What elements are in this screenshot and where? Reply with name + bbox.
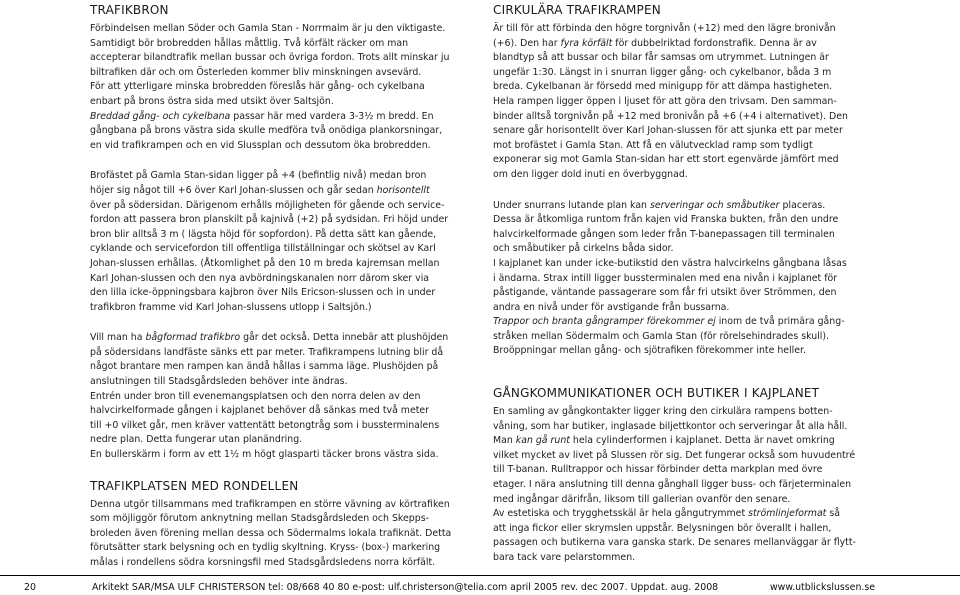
section-brofastet xyxy=(90,169,458,315)
text-line: Förbindelsen mellan Söder och Gamla Stan - Norrmalm är ju den viktigaste. xyxy=(90,23,446,34)
text-line: Samtidigt bör brobredden hållas måttlig. Två körfält räcker om man xyxy=(90,37,409,49)
text-line: på södersidans landfäste sänks ett par meter. Trafikrampens lutning blir då xyxy=(90,346,444,358)
footer-divider xyxy=(0,575,960,576)
text-line: ungefär 1:30. Längst in i snurran ligger gång- och cykelbanor, båda 3 m xyxy=(493,66,832,78)
text-line: över på södersidan. Därigenom erhålls möjligheten för gående och service- xyxy=(90,199,445,211)
section-snurran xyxy=(493,199,865,360)
section-trafikplatsen xyxy=(90,498,458,571)
text-span: Under snurrans lutande plan kan xyxy=(493,199,650,211)
text-line: att inga fickor eller skrymslen uppstår. Belysningen bör överallt i hallen, xyxy=(493,522,832,534)
text-span: går det också. Detta innebär att plushöjden xyxy=(240,332,449,344)
text-line: och småbutiker på cirkelns båda sidor. xyxy=(493,243,674,255)
text-line: Brofästet på Gamla Stan-sidan ligger på +4 (befintlig nivå) medan bron xyxy=(90,170,427,182)
text-span: inom de två primära gång- xyxy=(715,316,845,328)
text-span: hela cylinderformen i kajplanet. Detta är navet omkring xyxy=(569,435,835,447)
text-line: breda. Cykelbanan är försedd med minigupp för att dämpa hastigheten. xyxy=(493,81,833,93)
text-line: biltrafiken där och om Österleden kommer bliv minskningen avsevärd. xyxy=(90,66,422,78)
text-line: gångbana på brons västra sida skulle medföra två onödiga plankorsningar, xyxy=(90,125,443,137)
text-line: Denna utgör tillsammans med trafikrampen en större vävning av körtrafiken xyxy=(90,498,450,510)
text-span: för dubbelriktad fordonstrafik. Denna är av xyxy=(612,37,817,49)
text-line: som möjliggör förutom anknytning mellan Stadsgårdsleden och Skepps- xyxy=(90,513,429,525)
italic-text: strömlinjeformat xyxy=(748,508,827,520)
text-line: trafikbron framme vid Karl Johan-slussens utlopp i Saltsjön.) xyxy=(90,301,372,313)
text-span: Vill man ha xyxy=(90,332,146,344)
text-line xyxy=(493,199,865,214)
text-line xyxy=(493,507,865,522)
text-line xyxy=(90,331,458,346)
text-line: våning, som har butiker, inglasade biljettkontor och serveringar åt alla håll. xyxy=(493,420,848,432)
text-line: Johan-slussen erhållas. (Åtkomlighet på den 10 m breda kajremsan mellan xyxy=(90,257,440,269)
text-span: (+6). Den har xyxy=(493,37,561,49)
text-line: till T-banan. Rulltrappor och hissar förbinder detta markplan med övre xyxy=(493,464,823,476)
text-line: förutsätter stark belysning och en tydlig skyltning. Kryss- (box-) markering xyxy=(90,542,441,554)
text-line: blandtyp så att bussar och bilar får samsas om utrymmet. Lutningen är xyxy=(493,52,829,64)
heading-cirkulara-trafikrampen: CIRKULÄRA TRAFIKRAMPEN xyxy=(493,3,661,17)
text-line: den lilla icke-öppningsbara kajbron över Nils Ericson-slussen och in under xyxy=(90,287,436,299)
text-line: Hela rampen ligger öppen i ljuset för att göra den trivsam. Den samman- xyxy=(493,95,837,107)
italic-text: horisontellt xyxy=(376,184,430,196)
text-line: stråken mellan Södermalm och Gamla Stan (för rörelsehindrades skull). xyxy=(493,330,830,342)
text-line xyxy=(493,434,865,449)
italic-text: fyra körfält xyxy=(560,37,613,49)
text-line: vilket mycket av livet på Slussen rör sig. Det fungerar också som huvudentré xyxy=(493,449,856,461)
text-line: etager. I nära anslutning till denna gånghall ligger buss- och färjeterminalen xyxy=(493,479,852,491)
text-line xyxy=(493,315,865,330)
text-line: accepterar bilandtrafik mellan bussar och övriga fordon. Trots allt minskar ju xyxy=(90,52,450,64)
section-gangkommunikationer xyxy=(493,405,865,566)
right-column xyxy=(493,0,865,566)
italic-text: bågformad trafikbro xyxy=(145,332,241,344)
text-span: höjer sig något till +6 över Karl Johan-slussen och går sedan xyxy=(90,184,377,196)
text-line: mot brofästet i Gamla Stan. Att få en välutvecklad ramp som tydligt xyxy=(493,139,813,151)
italic-text: kan gå runt xyxy=(515,435,570,447)
text-line: Är till för att förbinda den högre torgnivån (+12) med den lägre bronivån xyxy=(493,23,836,34)
footer-contact-info: Arkitekt SAR/MSA ULF CHRISTERSON tel: 08/668 40 80 e-post: ulf.christerson@telia.com april 2005 rev. dec 2007. Uppdat. aug. 2008 xyxy=(92,582,719,593)
text-line: senare går horisontellt över Karl Johan-slussen för att sjunka ett par meter xyxy=(493,125,843,137)
text-line: Broöppningar mellan gång- och sjötrafiken förekommer inte heller. xyxy=(493,345,806,357)
text-line: i ändarna. Strax intill ligger bussterminalen med ena nivån i kajplanet för xyxy=(493,272,838,284)
text-line: fordon att passera bron planskilt på kajnivå (+2) på sydsidan. Fri höjd under xyxy=(90,214,449,226)
heading-trafikplatsen: TRAFIKPLATSEN MED RONDELLEN xyxy=(90,478,299,493)
text-line: exponerar sig mot Gamla Stan-sidan har ett stort egenvärde jämfört med xyxy=(493,154,839,166)
heading-gangkommunikationer: GÅNGKOMMUNIKATIONER OCH BUTIKER I KAJPLANET xyxy=(493,386,820,401)
text-line: En bullerskärm i form av ett 1½ m högt glasparti täcker brons västra sida. xyxy=(90,449,439,461)
page-number: 20 xyxy=(24,582,36,593)
text-line: till +0 vilket går, men kräver vattentätt betongtråg som i bussterminalens xyxy=(90,419,440,431)
text-line: påstigande, väntande passagerare som får fri utsikt över Strömmen, den xyxy=(493,287,837,299)
text-line: halvcirkelformade gången i kajplanet behöver då sänkas med två meter xyxy=(90,405,430,417)
text-line: halvcirkelformade gången som leder från T-banepassagen till terminalen xyxy=(493,228,835,240)
text-line: bara tack vare pelarstommen. xyxy=(493,552,636,563)
text-line: anslutningen till Stadsgårdsleden behöver inte ändras. xyxy=(90,376,348,388)
text-line: en vid trafikrampen och en vid Slussplan och dessutom öka brobredden. xyxy=(90,139,431,151)
left-column xyxy=(90,0,458,571)
text-span: så xyxy=(826,508,840,520)
text-line: enbart på brons östra sida med utsikt över Saltsjön. xyxy=(90,95,334,107)
text-line: andra en nivå under för avstigande från bussarna. xyxy=(493,301,730,313)
text-line: En samling av gångkontakter ligger kring den cirkulära rampens botten- xyxy=(493,406,833,418)
text-span: Man xyxy=(493,435,516,447)
text-line: broleden även förening mellan dessa och Södermalms lokala trafiknät. Detta xyxy=(90,527,452,539)
footer xyxy=(0,582,960,594)
text-span: placeras. xyxy=(779,199,826,211)
text-line: passagen och butikerna vara ganska stark. De senares mellanväggar är flytt- xyxy=(493,537,856,549)
italic-text: Trappor och branta gångramper förekommer ej xyxy=(493,316,716,328)
text-span: passar här med vardera 3-3½ m bredd. En xyxy=(230,110,434,122)
text-line: bron blir alltså 3 m ( lägsta höjd för sopfordon). På detta sätt kan gående, xyxy=(90,228,437,240)
text-line: något brantare men rampen kan ändå hållas i samma läge. Plushöjden på xyxy=(90,361,439,373)
text-line: med ingångar därifrån, liksom till gallerian ovanför den senare. xyxy=(493,493,791,505)
text-line: binder alltså torgnivån på +12 med bronivån på +6 (+4 i alternativet). Den xyxy=(493,110,848,122)
text-line: I kajplanet kan under icke-butikstid den västra halvcirkelns gångbana låsas xyxy=(493,257,847,269)
footer-website-link[interactable]: www.utblickslussen.se xyxy=(770,582,876,593)
text-line: Dessa är åtkomliga runtom från kajen vid Franska bukten, från den undre xyxy=(493,214,839,226)
text-line: om den ligger dold inuti en överbyggnad. xyxy=(493,168,688,180)
text-line xyxy=(493,37,865,52)
text-line: Karl Johan-slussen och den nya avbördningskanalen norr därom sker via xyxy=(90,272,430,284)
italic-text: Breddad gång- och cykelbana xyxy=(90,110,231,122)
italic-text: serveringar och småbutiker xyxy=(649,199,780,211)
text-line: målas i rondellens södra korsningsfil med Stadsgårdsledens norra körfält. xyxy=(90,557,436,568)
text-line: Entrén under bron till evenemangsplatsen och den norra delen av den xyxy=(90,390,421,402)
text-line xyxy=(90,184,458,199)
section-trafikbron-intro xyxy=(90,22,458,153)
text-line: För att ytterligare minska brobredden föreslås här gång- och cykelbana xyxy=(90,81,425,93)
heading-trafikbron: TRAFIKBRON xyxy=(90,3,169,17)
text-line: cyklande och servicefordon till offentliga tillställningar och skötsel av Karl xyxy=(90,243,436,255)
text-line: nedre plan. Detta fungerar utan planändring. xyxy=(90,434,303,446)
text-span: Av estetiska och trygghetsskäl är hela gångutrymmet xyxy=(493,508,749,520)
section-bagformad xyxy=(90,331,458,462)
text-line xyxy=(90,110,458,125)
section-cirkulara xyxy=(493,22,865,183)
